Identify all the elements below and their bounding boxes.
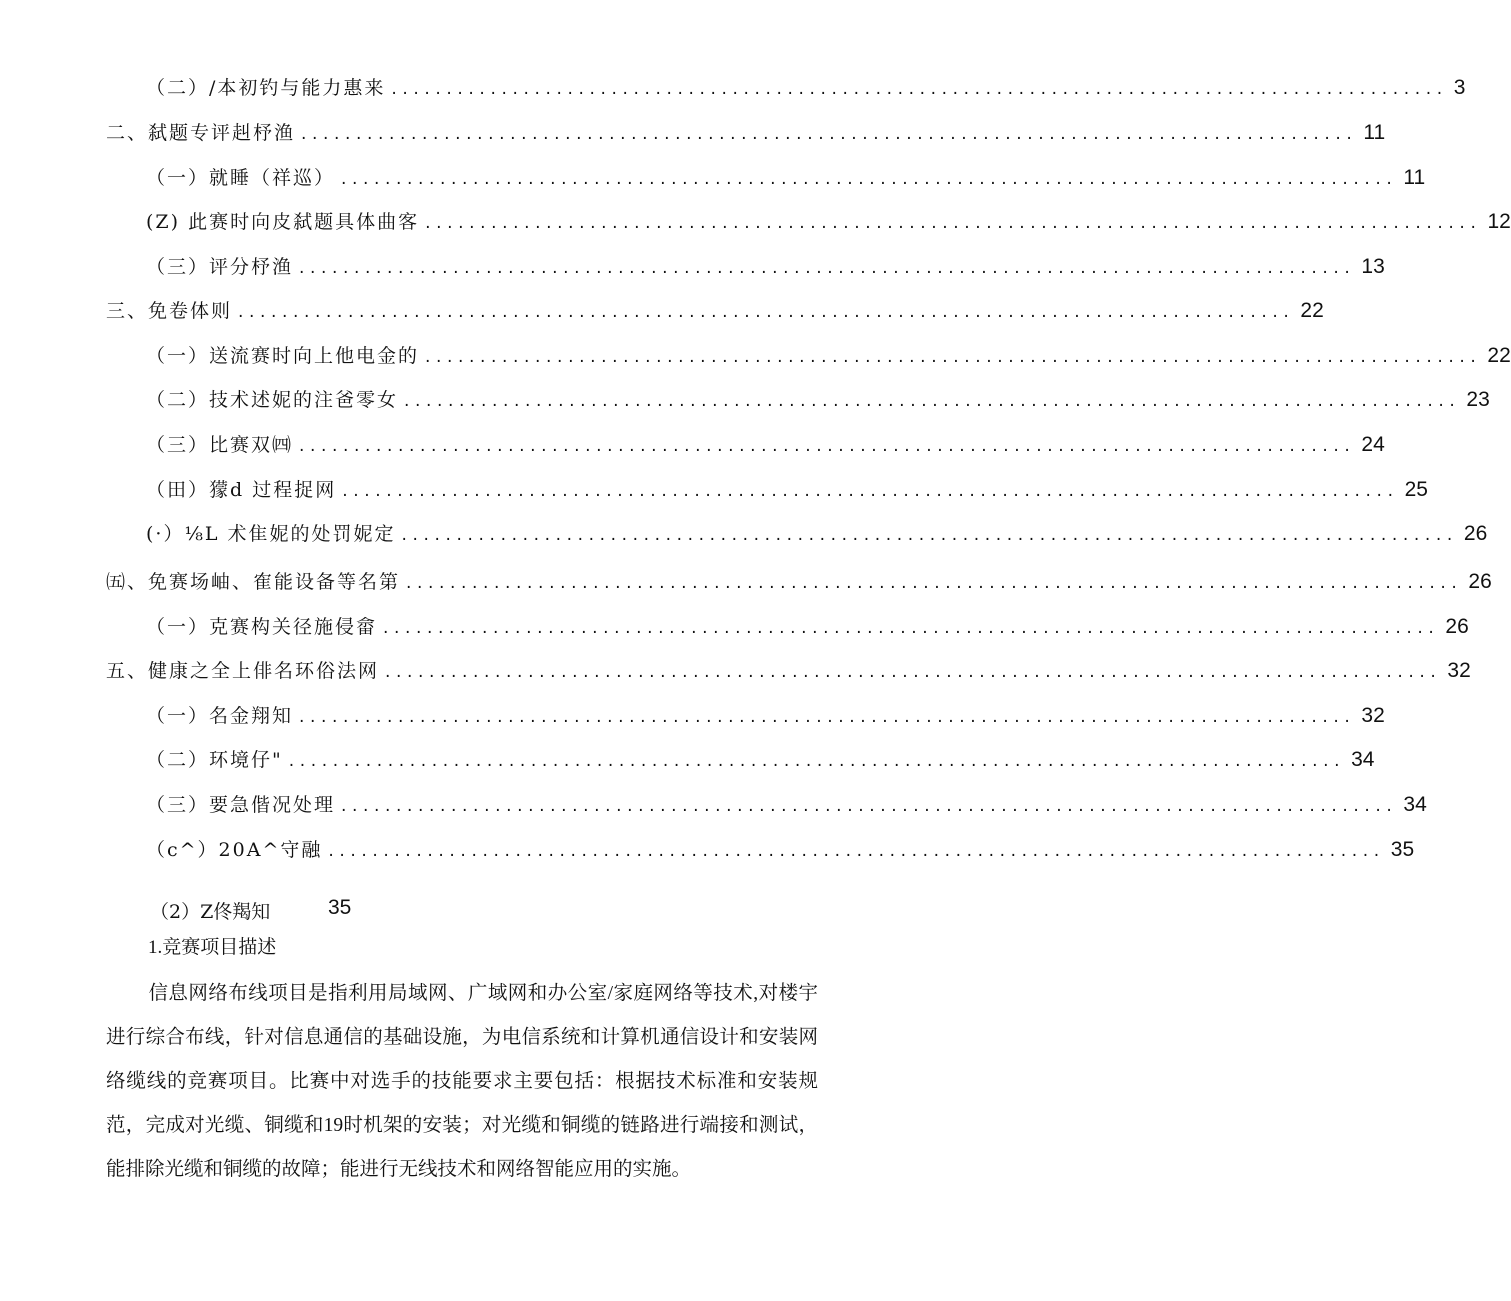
toc-leader-dots: ................................................................................................ [238, 302, 1295, 322]
toc-entry[interactable] [106, 118, 1386, 148]
toc-entry-page: 34 [1403, 793, 1427, 816]
toc-entry-page: 26 [1463, 522, 1488, 545]
toc-entry-page: 22 [1487, 344, 1511, 367]
toc-entry-page: 35 [1390, 838, 1415, 861]
toc-entry-page: 3 [1453, 76, 1466, 99]
toc-entry-label: (·）⅛L 术隹妮的处罚妮定 [146, 523, 396, 545]
toc-leader-dots: ................................................................................................ [425, 213, 1482, 233]
toc-entry[interactable] [146, 612, 1469, 642]
toc-entry-page: 26 [1445, 615, 1469, 638]
toc-leader-dots: ................................................................................................ [342, 481, 1399, 501]
toc-entry[interactable] [146, 430, 1385, 460]
toc-entry-page: 12 [1487, 210, 1511, 233]
paragraph-text: 信息网络布线项目是指利用局域网、广域网和办公室/家庭网络等技术,对楼宇进行综合布线，针对信息通信的基础设施，为电信系统和计算机通信设计和安装网络缆线的竞赛项目。比赛中对选手的技能要求主要包括：根据技术标准和安装规范，完成对光缆、铜缆和19时机架的安装；对光缆和铜缆的链路进行端接和测试，能排除光缆和铜缆的故障；能进行无线技术和网络智能应用的实施。 [106, 983, 818, 1180]
toc-leader-dots: ................................................................................................ [299, 258, 1356, 278]
toc-entry-label: （一）名金翔知 [146, 705, 294, 727]
toc-entry[interactable] [146, 790, 1427, 820]
toc-entry[interactable] [146, 73, 1466, 103]
toc-entry[interactable] [146, 207, 1511, 237]
toc-entry-label: （三）评分杼渔 [146, 256, 294, 278]
toc-entry[interactable] [146, 385, 1490, 415]
toc-entry[interactable] [146, 745, 1375, 775]
toc-entry-page: 25 [1404, 478, 1428, 501]
toc-leader-dots: ................................................................................................ [406, 573, 1463, 593]
toc-leader-dots: ................................................................................................ [341, 169, 1398, 189]
toc-leader-dots: ................................................................................................ [391, 79, 1448, 99]
toc-entry[interactable] [146, 252, 1385, 282]
toc-leader-dots: ................................................................................................ [404, 391, 1461, 411]
toc-entry[interactable] [146, 163, 1426, 193]
toc-entry[interactable] [106, 656, 1471, 686]
toc-entry[interactable] [106, 567, 1492, 597]
toc-leader-dots: ................................................................................................ [299, 436, 1356, 456]
toc-entry-page: 11 [1363, 121, 1386, 144]
toc-leader-dots: ................................................................................................ [401, 525, 1458, 545]
toc-leader-dots: ................................................................................................ [385, 662, 1442, 682]
toc-entry[interactable] [146, 701, 1385, 731]
toc-entry-label: （二）/本初钓与能力惠来 [146, 77, 386, 99]
toc-leader-dots: ................................................................................................ [341, 796, 1398, 816]
toc-entry-page: 32 [1361, 704, 1385, 727]
toc-entry-page: 13 [1361, 255, 1385, 278]
toc-entry-label: （三）要急偕况处理 [146, 794, 336, 816]
toc-entry-page: 24 [1361, 433, 1385, 456]
toc-leader-dots: ................................................................................................ [301, 124, 1358, 144]
toc-entry[interactable] [146, 341, 1511, 371]
toc-entry[interactable] [146, 519, 1488, 549]
toc-entry-label: （一）就睡（祥巡） [146, 167, 336, 189]
toc-entry-label: 二、弑题专评赳杼渔 [106, 122, 296, 144]
toc-entry-page: 32 [1447, 659, 1471, 682]
toc-leader-dots: ................................................................................................ [288, 751, 1346, 771]
toc-entry-page: 22 [1300, 299, 1324, 322]
loose-toc-entry-label: （2）Z佟羯知 [150, 901, 271, 923]
toc-entry-label: (Z) 此赛时向皮弑题具体曲客 [146, 211, 420, 233]
toc-entry-page: 23 [1466, 388, 1490, 411]
toc-entry[interactable] [146, 475, 1428, 505]
toc-entry-label: 三、免卷体则 [106, 300, 233, 322]
toc-entry-label: （一）克赛构关径施侵畲 [146, 616, 378, 638]
toc-entry-label: ㈤、免赛场岫、隺能设备等名第 [106, 571, 401, 593]
toc-entry-page: 11 [1403, 166, 1426, 189]
body-paragraph [106, 972, 818, 1192]
toc-leader-dots: ................................................................................................ [299, 707, 1356, 727]
toc-entry-label: （一）送流赛时向上他电金的 [146, 345, 420, 367]
toc-leader-dots: ................................................................................................ [425, 347, 1482, 367]
toc-entry-label: （三）比赛双㈣ [146, 434, 294, 456]
toc-leader-dots: ................................................................................................ [328, 841, 1385, 861]
toc-entry-label: （田）獴d 过程捉网 [146, 479, 337, 501]
toc-entry-page: 34 [1351, 748, 1375, 771]
section-heading: 1.竞赛项目描述 [148, 937, 277, 958]
toc-entry-label: （二）环境仔" [146, 749, 283, 771]
toc-entry-label: 五、健康之全上俳名环俗法网 [106, 660, 380, 682]
toc-entry-page: 26 [1468, 570, 1492, 593]
loose-toc-entry[interactable] [150, 897, 270, 924]
toc-entry-label: （c^）20A^守融 [146, 839, 323, 861]
loose-toc-entry-page: 35 [328, 896, 352, 919]
toc-leader-dots: ................................................................................................ [383, 618, 1440, 638]
toc-entry[interactable] [146, 835, 1415, 865]
toc-entry-label: （二）技术述妮的注爸零女 [146, 389, 399, 411]
toc-entry[interactable] [106, 296, 1324, 326]
